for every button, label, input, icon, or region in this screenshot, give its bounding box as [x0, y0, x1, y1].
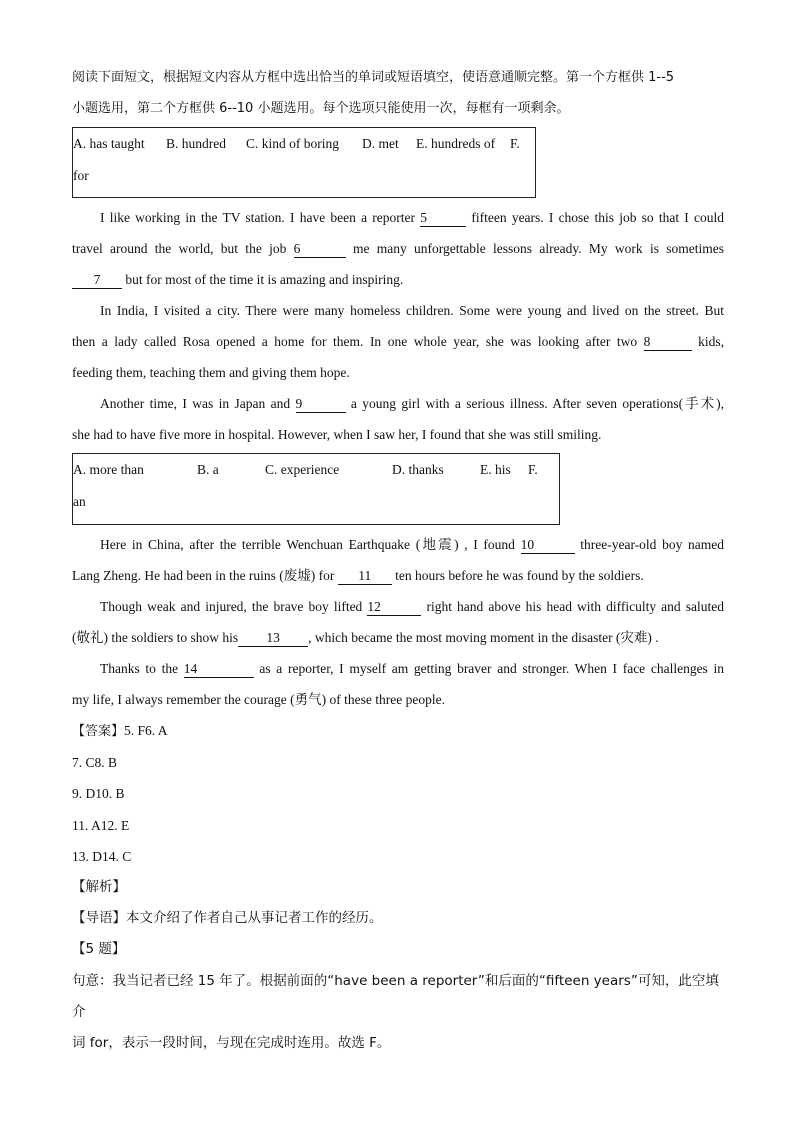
- option-d: D. met: [362, 136, 399, 151]
- word-box-2-options: [73, 454, 559, 486]
- para6-line1: Thanks to the 14 as a reporter, I myself am getting braver and stronger. When I face challenges in: [100, 661, 724, 676]
- option-c-2: C. experience: [265, 462, 340, 477]
- option-f-2: F.: [528, 462, 538, 477]
- para2-line3: feeding them, teaching them and giving them hope.: [72, 365, 350, 380]
- option-e: E. hundreds of: [416, 136, 496, 151]
- para1-line1: I like working in the TV station. I have been a reporter 5 fifteen years. I chose this job so that I could: [100, 210, 724, 225]
- answer-line-1: [72, 715, 724, 747]
- answer-11-12: 11. A12. E: [72, 817, 130, 833]
- option-f: F.: [510, 136, 520, 151]
- option-d-2: D. thanks: [392, 462, 444, 477]
- word-box-1-options: [73, 128, 535, 160]
- option-b-2: B. a: [197, 462, 219, 477]
- blank-9: 9: [296, 395, 346, 413]
- answer-13-14: 13. D14. C: [72, 848, 132, 864]
- guide-line: [72, 903, 724, 934]
- option-c: C. kind of boring: [246, 136, 339, 151]
- para5-line2: (敬礼) the soldiers to show his 13 , which became the most moving moment in the disaster (灾难) .: [72, 630, 659, 645]
- analysis-label: 【解析】: [72, 879, 126, 896]
- word-box-2: [72, 453, 560, 525]
- word-box-1: [72, 127, 536, 198]
- answer-5-6: 5. F6. A: [124, 723, 168, 738]
- blank-10: 10: [521, 536, 575, 554]
- para3-line2: she had to have five more in hospital. However, when I saw her, I found that she was still smiling.: [72, 427, 602, 442]
- blank-6: 6: [294, 240, 346, 258]
- blank-5: 5: [420, 209, 466, 227]
- option-a-2: A. more than: [73, 462, 144, 477]
- guide-text: 本文介绍了作者自己从事记者工作的经历。: [126, 910, 383, 927]
- option-e-2: E. his: [480, 462, 511, 477]
- q5-label: 【5 题】: [72, 941, 126, 958]
- option-b: B. hundred: [166, 136, 226, 151]
- q5-explanation-line2: 词 for，表示一段时间，与现在完成时连用。故选 F。: [72, 1035, 391, 1052]
- blank-13: 13: [238, 629, 308, 647]
- blank-7: 7: [72, 271, 122, 289]
- para5-line1: Though weak and injured, the brave boy lifted 12 right hand above his head with difficulty and saluted: [100, 599, 724, 614]
- option-a: A. has taught: [73, 136, 145, 151]
- para4-line2: Lang Zheng. He had been in the ruins (废墟) for 11 ten hours before he was found by the soldiers.: [72, 568, 644, 583]
- answer-label: 【答案】: [72, 724, 125, 739]
- para4-line1: Here in China, after the terrible Wenchuan Earthquake (地震) , I found 10 three-year-old boy named: [100, 537, 724, 552]
- para6-line2: my life, I always remember the courage (勇气) of these three people.: [72, 692, 445, 707]
- para3-line1: Another time, I was in Japan and 9 a young girl with a serious illness. After seven operations(手术),: [100, 396, 725, 411]
- para1-line2: travel around the world, but the job 6 me many unforgettable lessons already. My work is sometimes: [72, 241, 725, 256]
- para2-line2: then a lady called Rosa opened a home for them. In one whole year, she was looking after two 8 kids,: [72, 334, 724, 349]
- answer-9-10: 9. D10. B: [72, 786, 125, 802]
- instructions-line-1: 阅读下面短文，根据短文内容从方框中选出恰当的单词或短语填空，使语意通顺完整。第一个方框供 1--5: [72, 70, 675, 85]
- word-box-2-overflow: an: [73, 494, 86, 509]
- blank-12: 12: [367, 598, 421, 616]
- para1-line3: 7 but for most of the time it is amazing and inspiring.: [72, 264, 724, 295]
- blank-14: 14: [184, 660, 254, 678]
- para2-line1: In India, I visited a city. There were many homeless children. Some were young and lived on the street. But: [100, 303, 724, 318]
- page-content: [72, 62, 724, 1059]
- q5-explanation-line1: 句意：我当记者已经 15 年了。根据前面的“have been a reporter”和后面的“fifteen years”可知，此空填介: [72, 972, 719, 1020]
- word-box-1-overflow: for: [73, 168, 89, 183]
- guide-label: 【导语】: [72, 910, 126, 927]
- blank-8: 8: [644, 333, 692, 351]
- answer-7-8: 7. C8. B: [72, 755, 118, 771]
- instructions-line-2: 小题选用，第二个方框供 6--10 小题选用。每个选项只能使用一次，每框有一项剩余。: [72, 101, 570, 116]
- blank-11: 11: [338, 567, 392, 585]
